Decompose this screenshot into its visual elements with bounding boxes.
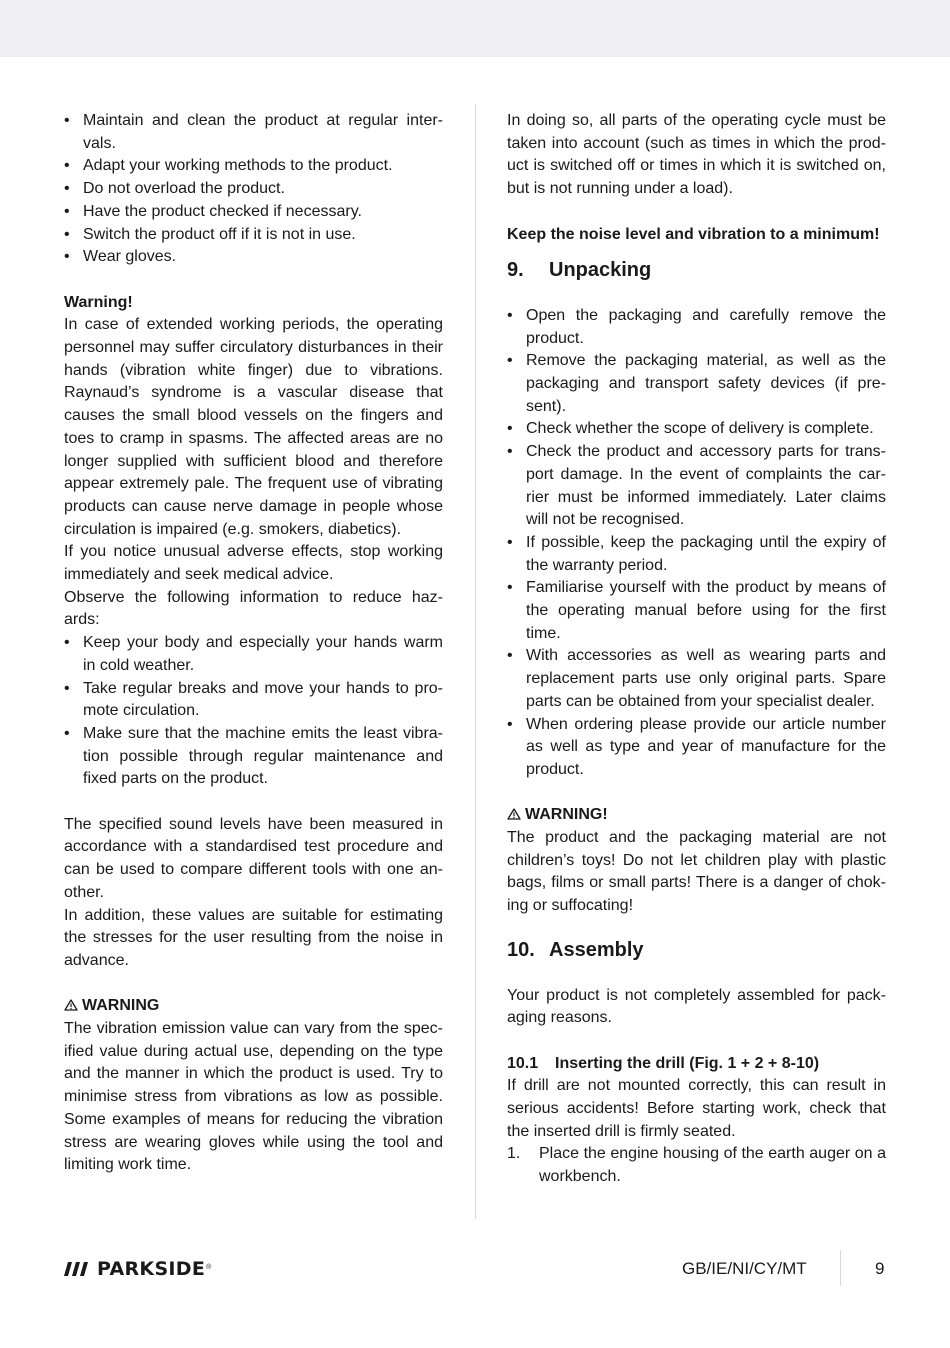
maintenance-bullet-list (64, 110, 443, 269)
packaging-warning-text: The product and the packaging material are not children’s toys! Do not let children play with plastic bags, films or small parts! There is a danger of chok-ing or suffocating! (507, 829, 886, 915)
warning-paragraph: If you notice unusual adverse effects, stop working immediately and seek medical advice. (64, 543, 443, 584)
footer-divider (840, 1250, 841, 1286)
registered-mark: ® (206, 1263, 212, 1271)
page-number: 9 (875, 1259, 885, 1278)
brand-name: PARKSIDE (97, 1258, 206, 1280)
keep-noise-notice: Keep the noise level and vibration to a minimum! (507, 225, 880, 243)
sound-paragraph: The specified sound levels have been measured in accordance with a standardised test procedure and can be used to compare different tools with one an-other. (64, 815, 443, 901)
list-item: • When ordering please provide our article number as well as type and year of manufacture for the product. (507, 714, 886, 782)
region-codes: GB/IE/NI/CY/MT (682, 1259, 807, 1278)
subsection-heading-drill: 10.1 Inserting the drill (Fig. 1 + 2 + 8-10) (507, 1054, 820, 1072)
right-column (507, 110, 886, 1189)
assembly-paragraph: Your product is not completely assembled for pack-aging reasons. (507, 986, 886, 1027)
hazard-bullet-list (64, 632, 443, 791)
intro-paragraph: In doing so, all parts of the operating cycle must be taken into account (such as times in which the prod-uct is switched off or times in which it is switched on, but is not running under a load). (507, 112, 886, 198)
list-item: • Take regular breaks and move your hands to pro-mote circulation. (64, 678, 443, 723)
section-heading-unpacking: 9. Unpacking (507, 259, 652, 282)
warning-heading: Warning! (64, 293, 133, 311)
packaging-warning-heading: WARNING! (507, 804, 886, 827)
top-bar (0, 0, 950, 57)
warning-paragraph: Observe the following information to reduce haz-ards: (64, 588, 443, 629)
list-item: • Check whether the scope of delivery is complete. (507, 418, 886, 441)
left-column (64, 110, 443, 1177)
list-item: • Remove the packaging material, as well as the packaging and transport safety devices (if pre-sent). (507, 350, 886, 418)
list-item: • Wear gloves. (64, 246, 443, 269)
sound-paragraph: In addition, these values are suitable for estimating the stresses for the user resulting from the noise in advance. (64, 906, 443, 969)
drill-paragraph: If drill are not mounted correctly, this can result in serious accidents! Before starting work, check that the inserted drill is firmly seated. (507, 1077, 886, 1140)
list-item: • Switch the product off if it is not in use. (64, 224, 443, 247)
list-item: • Do not overload the product. (64, 178, 443, 201)
warning-triangle-icon (507, 808, 521, 820)
assembly-steps (507, 1143, 886, 1188)
column-divider (475, 104, 476, 1219)
list-item: 1. Place the engine housing of the earth auger on a workbench. (507, 1145, 886, 1186)
vibration-warning-heading: WARNING (64, 995, 443, 1018)
vibration-warning-text: The vibration emission value can vary from the spec-ified value during actual use, depending on the type and the manner in which the product is used. Try to minimise stress from vibrations as low as possible. Some examples of means for reducing the vibration stress are wearing gloves while using the tool and limiting work time. (64, 1020, 443, 1174)
list-item: • Have the product checked if necessary. (64, 201, 443, 224)
list-item: • Make sure that the machine emits the least vibra-tion possible through regular maintenance and fixed parts on the product. (64, 723, 443, 791)
logo-slashes-icon (64, 1260, 90, 1278)
list-item: • If possible, keep the packaging until the expiry of the warranty period. (507, 532, 886, 577)
list-item: • With accessories as well as wearing parts and replacement parts use only original parts. Spare parts can be obtained from your specialist dealer. (507, 645, 886, 713)
brand-logo (64, 1258, 211, 1280)
unpacking-bullet-list (507, 305, 886, 782)
warning-paragraph: In case of extended working periods, the operating personnel may suffer circulatory disturbances in their hands (vibration white finger) due to vibrations. Raynaud’s syndrome is a vascular disease that causes the small blood vessels on the fingers and toes to cramp in spasms. The affected areas are no longer supplied with sufficient blood and therefore appear extremely pale. The frequent use of vibrating products can cause nerve damage in people whose circulation is impaired (e.g. smokers, diabetics). (64, 316, 443, 538)
list-item: • Adapt your working methods to the product. (64, 155, 443, 178)
list-item: • Open the packaging and carefully remove the product. (507, 305, 886, 350)
list-item: • Maintain and clean the product at regular inter-vals. (64, 110, 443, 155)
list-item: • Keep your body and especially your hands warm in cold weather. (64, 632, 443, 677)
list-item: • Familiarise yourself with the product by means of the operating manual before using for the first time. (507, 577, 886, 645)
warning-triangle-icon (64, 999, 78, 1011)
list-item: • Check the product and accessory parts for trans-port damage. In the event of complaints the car-rier must be informed immediately. Later claims will not be recognised. (507, 441, 886, 532)
section-heading-assembly: 10. Assembly (507, 938, 644, 961)
